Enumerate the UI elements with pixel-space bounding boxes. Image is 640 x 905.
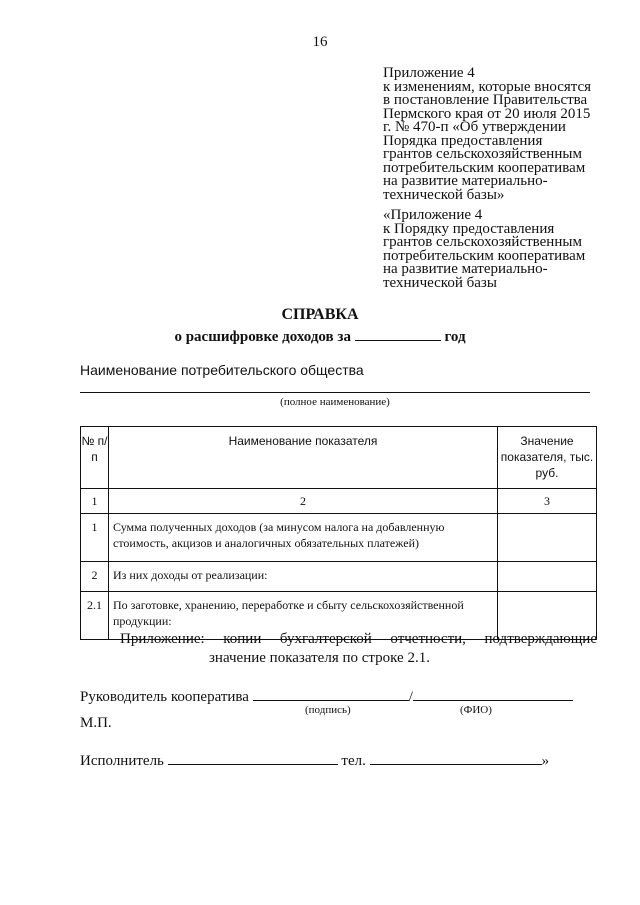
row-value-cell[interactable]: [498, 514, 597, 562]
row-indicator-name: По заготовке, хранению, переработке и сбыту сельскохозяйственной продукции:: [109, 592, 498, 640]
executor-field[interactable]: [168, 751, 338, 765]
annex-line: Приложение 4: [383, 65, 475, 81]
annex-line: грантов сельскохозяйственным: [383, 146, 582, 162]
appendix-note: Приложение: копии бухгалтерской отчетности, подтверждающие: [120, 631, 597, 647]
org-name-field[interactable]: [80, 392, 590, 393]
annex-line: технической базы»: [383, 186, 505, 203]
row-number: 2.1: [81, 592, 109, 640]
row-value-cell[interactable]: [498, 562, 597, 592]
signature-caption: (подпись): [305, 704, 351, 716]
page-number: 16: [312, 34, 328, 50]
column-header-value: Значение показателя, тыс. руб.: [498, 427, 597, 489]
column-header-name: Наименование показателя: [109, 427, 498, 489]
annex2-line: к Порядку предоставления: [383, 220, 555, 237]
row-indicator-name: Из них доходы от реализации:: [109, 562, 498, 592]
annex2-line: потребительским кооперативам: [383, 247, 586, 264]
annex-line: в постановление Правительства: [383, 92, 588, 108]
subtitle-text: о расшифровке доходов за: [174, 329, 351, 345]
row-number: 1: [81, 514, 109, 562]
annex-header-2: [383, 209, 623, 290]
annex-line: г. № 470-п «Об утверждении: [383, 119, 566, 135]
org-name-caption: (полное наименование): [280, 396, 390, 408]
annex2-line: «Приложение 4: [383, 207, 483, 223]
table-row: [81, 562, 597, 592]
column-number: 3: [498, 489, 597, 514]
table-header-row: [81, 427, 597, 489]
signature-separator: /: [408, 689, 413, 705]
annex-line: Пермского края от 20 июля 2015: [383, 105, 591, 122]
row-indicator-name: Сумма полученных доходов (за минусом налога на добавленную стоимость, акцизов и аналогичных обязательных платежей): [109, 514, 498, 562]
phone-field[interactable]: [370, 751, 542, 765]
column-number: 2: [109, 489, 498, 514]
full-name-caption: (ФИО): [460, 704, 492, 716]
signature-label: Руководитель кооператива: [80, 689, 249, 705]
table-column-numbers-row: [81, 489, 597, 514]
year-blank-field[interactable]: [355, 328, 441, 341]
annex-line: потребительским кооперативам: [383, 159, 586, 176]
stamp-label: М.П.: [80, 715, 112, 731]
executor-row: [80, 751, 549, 770]
annex-header: [383, 67, 623, 202]
annex2-line: грантов сельскохозяйственным: [383, 234, 582, 250]
column-number: 1: [81, 489, 109, 514]
document-subtitle: [0, 328, 640, 346]
column-header-num: № п/п: [81, 427, 109, 489]
annex2-line: на развитие материально-: [383, 261, 548, 277]
document-title: СПРАВКА: [281, 306, 359, 323]
org-name-label: Наименование потребительского общества: [80, 362, 364, 378]
appendix-note-continued: значение показателя по строке 2.1.: [209, 650, 430, 666]
annex-line: на развитие материально-: [383, 173, 548, 189]
annex2-line: технической базы: [383, 274, 497, 291]
table-row: [81, 514, 597, 562]
row-number: 2: [81, 562, 109, 592]
annex-line: Порядка предоставления: [383, 132, 543, 149]
phone-label: тел.: [341, 753, 366, 769]
executor-label: Исполнитель: [80, 753, 164, 769]
income-table: [80, 426, 597, 640]
subtitle-year-word: год: [444, 329, 466, 345]
annex-line: к изменениям, которые вносятся: [383, 78, 592, 95]
closing-quote: »: [541, 753, 550, 769]
signature-field[interactable]: [253, 687, 409, 701]
full-name-field[interactable]: [413, 687, 573, 701]
